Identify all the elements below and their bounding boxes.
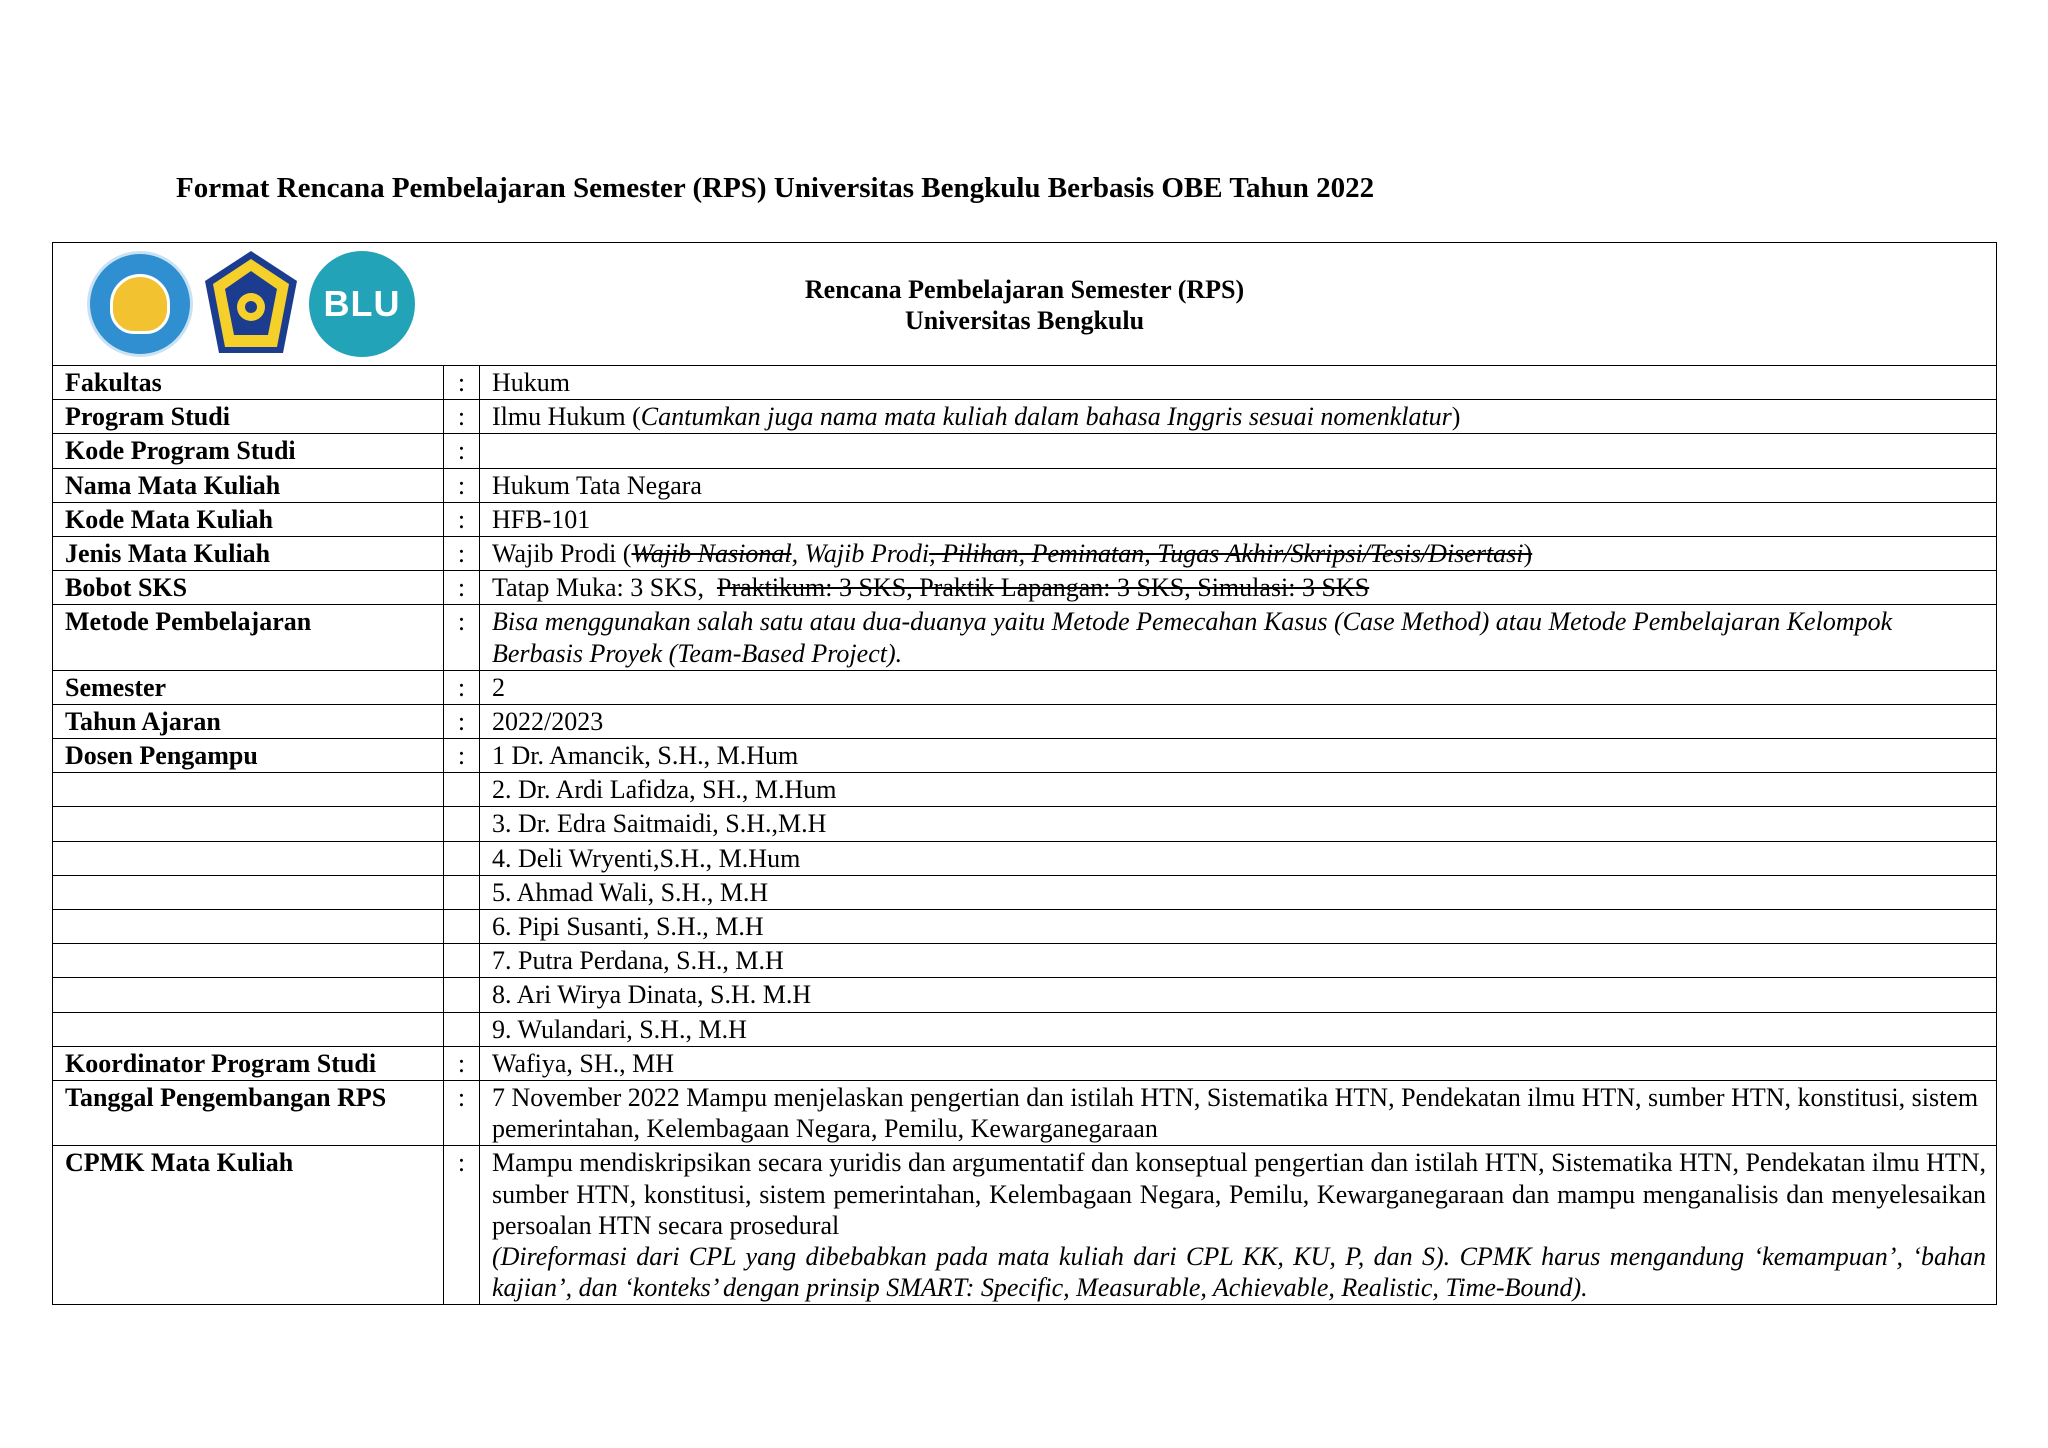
- empty-label: [53, 1012, 444, 1046]
- blu-logo-text: BLU: [323, 283, 401, 325]
- row-program-studi: [53, 400, 1997, 434]
- jenis-kept: , Wajib Prodi: [791, 538, 930, 568]
- row-value: Wafiya, SH., MH: [480, 1046, 1997, 1080]
- header-title-block: [53, 275, 1996, 336]
- row-colon: :: [444, 434, 480, 468]
- row-colon: :: [444, 571, 480, 605]
- header-title: Rencana Pembelajaran Semester (RPS): [804, 275, 1245, 304]
- empty-colon: [444, 910, 480, 944]
- empty-label: [53, 807, 444, 841]
- cpmk-text: Mampu mendiskripsikan secara yuridis dan argumentatif dan konseptual pengertian dan istilah HTN, Sistematika HTN, Pendekatan ilmu HTN, sumber HTN, konstitusi, sistem pemerintahan, Kelembagaan Negara, Pemilu, Kewarganegaraan dan mampu menganalisis dan menyelesaikan persoalan HTN secara prosedural: [492, 1148, 1987, 1240]
- row-semester: [53, 670, 1997, 704]
- jenis-close: ): [1523, 538, 1533, 568]
- jenis-struck-1: Wajib Nasional: [631, 538, 792, 568]
- lecturer-item: 3. Dr. Edra Saitmaidi, S.H.,M.H: [480, 807, 1997, 841]
- empty-label: [53, 944, 444, 978]
- program-studi-note: Cantumkan juga nama mata kuliah dalam bahasa Inggris sesuai nomenklatur: [640, 402, 1452, 432]
- program-studi-close: ): [1451, 402, 1461, 432]
- row-dosen-continued: [53, 773, 1997, 807]
- lecturer-item: 1 Dr. Amancik, S.H., M.Hum: [480, 739, 1997, 773]
- row-label: Jenis Mata Kuliah: [53, 536, 444, 570]
- row-bobot-sks: [53, 571, 1997, 605]
- row-label: Metode Pembelajaran: [53, 605, 444, 670]
- rps-table: [52, 242, 1997, 1305]
- lecturer-item: 5. Ahmad Wali, S.H., M.H: [480, 875, 1997, 909]
- row-value: HFB-101: [480, 502, 1997, 536]
- cpmk-note: (Direformasi dari CPL yang dibebabkan pada mata kuliah dari CPL KK, KU, P, dan S). CPMK harus mengandung ‘kemampuan’, ‘bahan kajian’, dan ‘konteks’ dengan prinsip SMART: Specific, Measurable, Achievable, Realistic, Time-Bound).: [492, 1241, 1987, 1303]
- lecturer-item: 4. Deli Wryenti,S.H., M.Hum: [480, 841, 1997, 875]
- row-label: Kode Mata Kuliah: [53, 502, 444, 536]
- row-metode-pembelajaran: [53, 605, 1997, 670]
- empty-label: [53, 841, 444, 875]
- row-dosen-pengampu: [53, 739, 1997, 773]
- row-value: [480, 434, 1997, 468]
- header-row: [53, 243, 1997, 366]
- header-subtitle: Universitas Bengkulu: [904, 305, 1145, 335]
- row-tahun-ajaran: [53, 704, 1997, 738]
- row-label: Tanggal Pengembangan RPS: [53, 1080, 444, 1145]
- empty-label: [53, 910, 444, 944]
- row-label: Program Studi: [53, 400, 444, 434]
- row-kode-mata-kuliah: [53, 502, 1997, 536]
- row-colon: :: [444, 739, 480, 773]
- row-label: Tahun Ajaran: [53, 704, 444, 738]
- row-value: 2: [480, 670, 1997, 704]
- row-label: Koordinator Program Studi: [53, 1046, 444, 1080]
- program-studi-value: Ilmu Hukum (: [492, 402, 641, 432]
- bobot-value: Tatap Muka: 3 SKS,: [492, 573, 704, 603]
- row-tanggal-pengembangan: [53, 1080, 1997, 1145]
- row-jenis-mata-kuliah: [53, 536, 1997, 570]
- row-label: Semester: [53, 670, 444, 704]
- row-label: Nama Mata Kuliah: [53, 468, 444, 502]
- row-koordinator: [53, 1046, 1997, 1080]
- row-label: CPMK Mata Kuliah: [53, 1146, 444, 1305]
- lecturer-item: 9. Wulandari, S.H., M.H: [480, 1012, 1997, 1046]
- row-colon: :: [444, 670, 480, 704]
- empty-colon: [444, 807, 480, 841]
- row-value: [480, 571, 1997, 605]
- empty-label: [53, 875, 444, 909]
- row-value: 7 November 2022 Mampu menjelaskan pengertian dan istilah HTN, Sistematika HTN, Pendekatan ilmu HTN, sumber HTN, konstitusi, sistem pemerintahan, Kelembagaan Negara, Pemilu, Kewarganegaraan: [480, 1080, 1997, 1145]
- row-colon: :: [444, 1046, 480, 1080]
- empty-colon: [444, 944, 480, 978]
- empty-label: [53, 978, 444, 1012]
- lecturer-item: 6. Pipi Susanti, S.H., M.H: [480, 910, 1997, 944]
- row-colon: :: [444, 366, 480, 400]
- row-value: Hukum Tata Negara: [480, 468, 1997, 502]
- row-dosen-continued: [53, 807, 1997, 841]
- jenis-value: Wajib Prodi (: [492, 538, 632, 568]
- lecturer-item: 8. Ari Wirya Dinata, S.H. M.H: [480, 978, 1997, 1012]
- row-value: [480, 1146, 1997, 1305]
- row-value: Hukum: [480, 366, 1997, 400]
- row-kode-program-studi: [53, 434, 1997, 468]
- empty-label: [53, 773, 444, 807]
- bobot-struck: Praktikum: 3 SKS, Praktik Lapangan: 3 SKS, Simulasi: 3 SKS: [716, 573, 1370, 603]
- row-value: [480, 400, 1997, 434]
- row-label: Kode Program Studi: [53, 434, 444, 468]
- row-nama-mata-kuliah: [53, 468, 1997, 502]
- row-colon: :: [444, 1080, 480, 1145]
- row-colon: :: [444, 536, 480, 570]
- row-colon: :: [444, 1146, 480, 1305]
- row-dosen-continued: [53, 875, 1997, 909]
- row-label: Fakultas: [53, 366, 444, 400]
- row-value: [480, 536, 1997, 570]
- empty-colon: [444, 875, 480, 909]
- empty-colon: [444, 1012, 480, 1046]
- row-cpmk: [53, 1146, 1997, 1305]
- lecturer-item: 7. Putra Perdana, S.H., M.H: [480, 944, 1997, 978]
- row-dosen-continued: [53, 841, 1997, 875]
- row-dosen-continued: [53, 910, 1997, 944]
- header-cell: [53, 243, 1997, 366]
- row-colon: :: [444, 704, 480, 738]
- row-fakultas: [53, 366, 1997, 400]
- page-title: Format Rencana Pembelajaran Semester (RPS) Universitas Bengkulu Berbasis OBE Tahun 2022: [176, 172, 1375, 204]
- row-dosen-continued: [53, 978, 1997, 1012]
- empty-colon: [444, 773, 480, 807]
- row-dosen-continued: [53, 944, 1997, 978]
- row-colon: :: [444, 400, 480, 434]
- row-colon: :: [444, 502, 480, 536]
- row-colon: :: [444, 605, 480, 670]
- empty-colon: [444, 978, 480, 1012]
- row-value: 2022/2023: [480, 704, 1997, 738]
- jenis-struck-2: , Pilihan, Peminatan, Tugas Akhir/Skripsi/Tesis/Disertasi: [929, 538, 1524, 568]
- row-colon: :: [444, 468, 480, 502]
- row-label: Dosen Pengampu: [53, 739, 444, 773]
- lecturer-item: 2. Dr. Ardi Lafidza, SH., M.Hum: [480, 773, 1997, 807]
- row-value: Bisa menggunakan salah satu atau dua-duanya yaitu Metode Pemecahan Kasus (Case Method) atau Metode Pembelajaran Kelompok Berbasis Proyek (Team-Based Project).: [480, 605, 1997, 670]
- row-label: Bobot SKS: [53, 571, 444, 605]
- row-dosen-continued: [53, 1012, 1997, 1046]
- empty-colon: [444, 841, 480, 875]
